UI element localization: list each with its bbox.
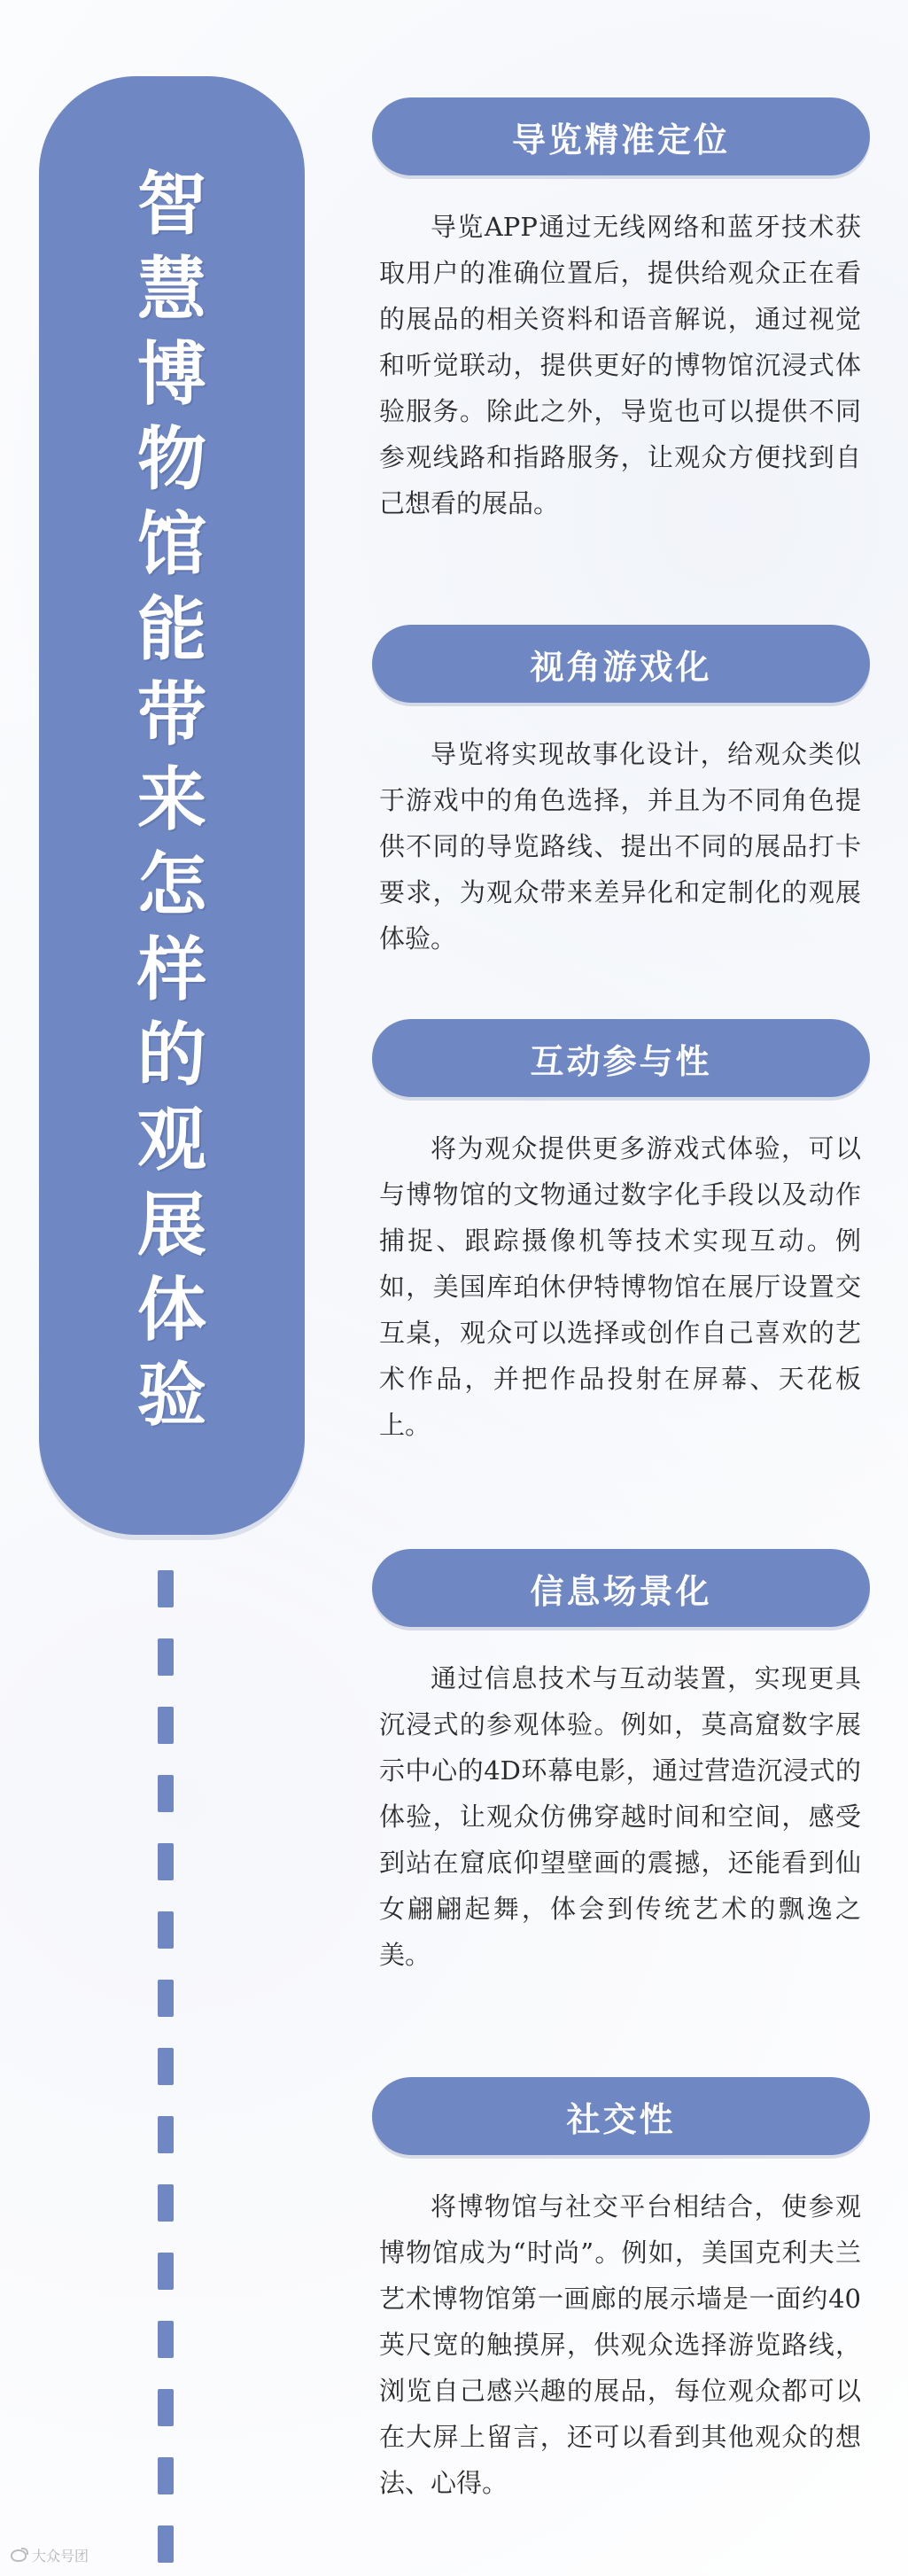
title-char: 怎 [136, 845, 206, 925]
section-body: 导览APP通过无线网络和蓝牙技术获取用户的准确位置后，提供给观众正在看的展品的相关资料和语音解说，通过视觉和听觉联动，提供更好的博物馆沉浸式体验服务。除此之外，导览也可以提供不同参观线路和指路服务，让观众方便找到自己想看的展品。 [379, 212, 861, 518]
section-heading-pill [372, 1549, 870, 1627]
section-body: 通过信息技术与互动装置，实现更具沉浸式的参观体验。例如，莫高窟数字展示中心的4D环幕电影，通过营造沉浸式的体验，让观众仿佛穿越时间和空间，感受到站在窟底仰望壁画的震撼，还能看到仙女翩翩起舞，体会到传统艺术的飘逸之美。 [379, 1663, 861, 1970]
dash [158, 2321, 174, 2358]
section-social [372, 2077, 870, 2506]
dash [158, 2048, 174, 2085]
dash [158, 2389, 174, 2426]
weibo-icon [11, 2549, 27, 2562]
section-gamified-perspective [372, 625, 870, 961]
title-char: 慧 [136, 250, 206, 330]
dash [158, 2184, 174, 2222]
title-char: 样 [136, 930, 206, 1010]
dash [158, 1980, 174, 2017]
dash [158, 1707, 174, 1744]
title-char: 智 [136, 165, 206, 245]
section-heading: 导览精准定位 [511, 120, 730, 160]
section-heading: 互动参与性 [530, 1041, 712, 1081]
title-char: 馆 [136, 505, 206, 585]
section-information-scene [372, 1549, 870, 1978]
section-body: 导览将实现故事化设计，给观众类似于游戏中的角色选择，并且为不同角色提供不同的导览路线、提出不同的展品打卡要求，为观众带来差异化和定制化的观展体验。 [379, 739, 861, 953]
section-interactive-participation [372, 1019, 870, 1448]
title-char: 博 [136, 335, 206, 415]
title-char: 的 [136, 1016, 206, 1095]
dash [158, 1638, 174, 1676]
section-heading-pill [372, 2077, 870, 2155]
dash [158, 1911, 174, 1949]
section-heading-pill [372, 1019, 870, 1097]
section-body: 将为观众提供更多游戏式体验，可以与博物馆的文物通过数字化手段以及动作捕捉、跟踪摄像机等技术实现互动。例如，美国库珀休伊特博物馆在展厅设置交互桌，观众可以选择或创作自己喜欢的艺术作品，并把作品投射在屏幕、天花板上。 [379, 1133, 861, 1440]
dash [158, 2457, 174, 2494]
section-heading: 视角游戏化 [530, 647, 712, 687]
title-char: 带 [136, 675, 206, 755]
title-char: 验 [136, 1356, 206, 1436]
title-char: 体 [136, 1271, 206, 1350]
watermark [11, 2545, 89, 2565]
title-char: 能 [136, 590, 206, 670]
dash [158, 2116, 174, 2153]
section-body: 将博物馆与社交平台相结合，使参观博物馆成为“时尚”。例如，美国克利夫兰艺术博物馆第一画廊的展示墙是一面约40英尺宽的触摸屏，供观众选择游览路线，浏览自己感兴趣的展品，每位观众都可以在大屏上留言，还可以看到其他观众的想法、心得。 [379, 2191, 861, 2498]
title-char: 观 [136, 1101, 206, 1180]
dash [158, 1775, 174, 1812]
title-card [39, 76, 305, 1535]
title-char: 来 [136, 760, 206, 840]
section-heading: 社交性 [566, 2099, 676, 2139]
section-heading-pill [372, 625, 870, 703]
title-char: 展 [136, 1186, 206, 1265]
dash [158, 1843, 174, 1880]
dash [158, 2525, 174, 2563]
watermark-text: 大众号团 [32, 2548, 89, 2564]
section-heading: 信息场景化 [530, 1571, 712, 1611]
section-navigation-positioning [372, 97, 870, 526]
dash [158, 2253, 174, 2290]
section-heading-pill [372, 97, 870, 175]
dash [158, 1570, 174, 1607]
title-char: 物 [136, 420, 206, 500]
dashed-divider [158, 1570, 177, 2563]
vertical-title [39, 165, 305, 1436]
